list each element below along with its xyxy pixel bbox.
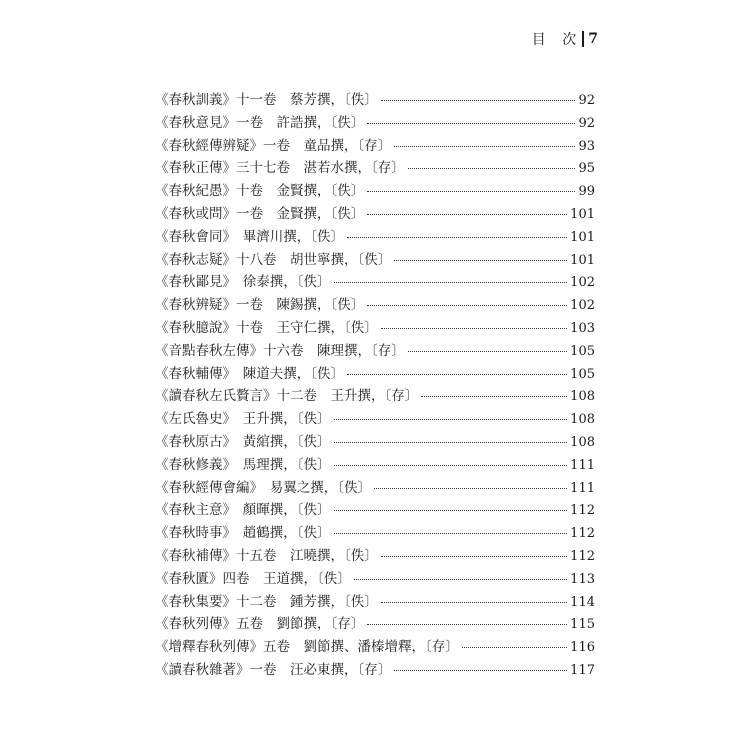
dot-leader	[334, 442, 568, 443]
header-title: 目 次	[531, 32, 583, 48]
dot-leader	[367, 305, 567, 306]
toc-entry-page: 93	[578, 138, 595, 154]
toc-entry-page: 111	[570, 457, 595, 473]
dot-leader	[367, 191, 575, 192]
toc-entry-page: 112	[570, 503, 595, 519]
toc-entry-page: 108	[570, 389, 595, 405]
toc-entry	[155, 521, 595, 544]
toc-entry-title: 《讀春秋左氏贅言》十二卷 王升撰，〔存〕	[155, 388, 419, 405]
dot-leader	[408, 351, 567, 352]
dot-leader	[354, 579, 567, 580]
dot-leader	[394, 146, 575, 147]
toc-entry	[155, 134, 595, 157]
toc-entry-page: 111	[570, 480, 595, 496]
toc-entry-page: 108	[570, 434, 595, 450]
toc-entry-page: 101	[570, 252, 595, 268]
dot-leader	[381, 328, 567, 329]
toc-entry-title: 《春秋原古》 黃綰撰，〔佚〕	[155, 433, 331, 450]
toc-entry-title: 《春秋鄙見》 徐泰撰，〔佚〕	[155, 274, 331, 291]
toc-entry-title: 《春秋修義》 馬理撰，〔佚〕	[155, 456, 331, 473]
toc-entry-page: 92	[578, 115, 595, 131]
toc-entry-page: 105	[570, 343, 595, 359]
toc-entry	[155, 453, 595, 476]
dot-leader	[347, 374, 567, 375]
toc-entry-title: 《春秋或問》一卷 金賢撰，〔佚〕	[155, 205, 365, 222]
toc-entry-page: 101	[570, 206, 595, 222]
dot-leader	[367, 624, 567, 625]
toc-entry-title: 《春秋會同》 畢濟川撰，〔佚〕	[155, 228, 344, 245]
toc-entry	[155, 339, 595, 362]
toc-entry-title: 《春秋經傳辨疑》一卷 童品撰，〔存〕	[155, 137, 392, 154]
toc-entry	[155, 156, 595, 179]
toc-entry-page: 116	[570, 640, 595, 656]
toc-entry	[155, 384, 595, 407]
toc-entry-title: 《春秋志疑》十八卷 胡世寧撰，〔佚〕	[155, 251, 392, 268]
toc-entry	[155, 635, 595, 658]
dot-leader	[462, 647, 567, 648]
toc-entry	[155, 407, 595, 430]
table-of-contents	[155, 88, 595, 681]
toc-entry-title: 《春秋辨疑》一卷 陳錫撰，〔佚〕	[155, 297, 365, 314]
dot-leader	[421, 396, 567, 397]
toc-entry-title: 《春秋集要》十二卷 鍾芳撰，〔佚〕	[155, 593, 378, 610]
toc-entry	[155, 544, 595, 567]
toc-entry-title: 《春秋補傳》十五卷 江曉撰，〔佚〕	[155, 547, 378, 564]
dot-leader	[367, 214, 567, 215]
toc-entry-title: 《春秋紀愚》十卷 金賢撰，〔佚〕	[155, 183, 365, 200]
toc-entry-title: 《春秋輔傳》 陳道夫撰，〔佚〕	[155, 365, 344, 382]
toc-entry-page: 103	[570, 320, 595, 336]
toc-entry	[155, 225, 595, 248]
toc-entry-title: 《春秋列傳》五卷 劉節撰，〔存〕	[155, 616, 365, 633]
toc-entry-page: 117	[570, 662, 595, 678]
dot-leader	[381, 602, 567, 603]
toc-entry	[155, 362, 595, 385]
toc-entry-title: 《春秋正傳》三十七卷 湛若水撰，〔存〕	[155, 160, 405, 177]
toc-entry-page: 115	[570, 617, 595, 633]
toc-entry	[155, 658, 595, 681]
dot-leader	[408, 168, 576, 169]
dot-leader	[334, 510, 568, 511]
toc-entry-page: 112	[570, 526, 595, 542]
dot-leader	[394, 670, 567, 671]
toc-entry	[155, 270, 595, 293]
toc-entry	[155, 248, 595, 271]
toc-entry	[155, 567, 595, 590]
toc-entry	[155, 590, 595, 613]
toc-entry-title: 《春秋臆說》十卷 王守仁撰，〔佚〕	[155, 319, 378, 336]
toc-entry-title: 《春秋訓義》十一卷 蔡芳撰，〔佚〕	[155, 92, 378, 108]
toc-entry-page: 113	[570, 571, 595, 587]
toc-entry	[155, 498, 595, 521]
toc-entry-title: 《春秋意見》一卷 許誥撰，〔佚〕	[155, 114, 365, 131]
toc-entry	[155, 202, 595, 225]
toc-entry-page: 92	[578, 93, 595, 108]
toc-entry	[155, 476, 595, 499]
toc-entry-title: 《音點春秋左傳》十六卷 陳理撰，〔存〕	[155, 342, 405, 359]
toc-entry	[155, 430, 595, 453]
running-header	[532, 29, 598, 49]
dot-leader	[367, 123, 575, 124]
toc-entry-title: 《讀春秋雜著》一卷 汪必東撰，〔存〕	[155, 661, 392, 678]
toc-entry	[155, 316, 595, 339]
dot-leader	[334, 419, 568, 420]
dot-leader	[334, 533, 568, 534]
dot-leader	[381, 556, 567, 557]
dot-leader	[334, 465, 568, 466]
toc-entry	[155, 179, 595, 202]
header-page-number: 7	[588, 31, 598, 47]
toc-entry-page: 108	[570, 412, 595, 428]
toc-entry-page: 95	[578, 161, 595, 177]
dot-leader	[394, 260, 567, 261]
toc-entry-title: 《春秋時事》 趙鶴撰，〔佚〕	[155, 525, 331, 542]
toc-entry-title: 《春秋匱》四卷 王道撰，〔佚〕	[155, 570, 351, 587]
toc-entry	[155, 293, 595, 316]
toc-entry-page: 99	[578, 184, 595, 200]
toc-entry-title: 《增釋春秋列傳》五卷 劉節撰、潘榛增釋，〔存〕	[155, 639, 459, 656]
toc-entry-page: 114	[570, 594, 595, 610]
toc-entry-page: 102	[570, 275, 595, 291]
dot-leader	[374, 488, 567, 489]
toc-entry-title: 《春秋主意》 顏暉撰，〔佚〕	[155, 502, 331, 519]
dot-leader	[334, 282, 568, 283]
toc-entry-title: 《左氏魯史》 王升撰，〔佚〕	[155, 411, 331, 428]
toc-entry-page: 112	[570, 548, 595, 564]
toc-entry-title: 《春秋經傳會編》 易翼之撰，〔佚〕	[155, 479, 371, 496]
header-divider	[582, 31, 584, 47]
dot-leader	[381, 100, 576, 101]
toc-entry	[155, 612, 595, 635]
toc-entry	[155, 88, 595, 111]
toc-entry-page: 102	[570, 298, 595, 314]
toc-entry	[155, 111, 595, 134]
dot-leader	[347, 237, 567, 238]
toc-entry-page: 101	[570, 229, 595, 245]
toc-entry-page: 105	[570, 366, 595, 382]
